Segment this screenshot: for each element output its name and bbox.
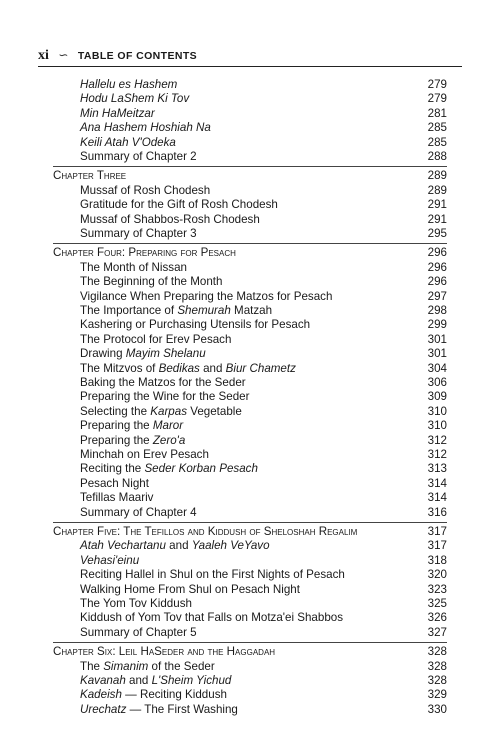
entry-title — [53, 390, 250, 404]
title-segment: Chapter Four: Preparing for Pesach — [53, 246, 236, 260]
toc-entry-row — [53, 376, 447, 390]
entry-title — [53, 333, 231, 347]
toc-entry-row — [53, 462, 447, 476]
title-segment: Karpas — [150, 404, 187, 418]
page-number: xi — [38, 48, 49, 63]
page-ref: 327 — [427, 625, 447, 639]
title-segment: Seder Korban Pesach — [144, 462, 258, 476]
entry-title — [53, 198, 278, 212]
page-ref: 326 — [427, 611, 447, 625]
chapter-title — [53, 246, 236, 260]
title-segment: Urechatz — [80, 702, 127, 716]
entry-title — [53, 107, 155, 121]
entry-title — [53, 583, 300, 597]
toc-entry-row — [53, 290, 447, 304]
entry-title — [53, 261, 187, 275]
page-ref: 310 — [427, 419, 447, 433]
entry-title — [53, 674, 231, 688]
title-segment: Hallelu es Hashem — [80, 78, 178, 91]
title-segment: Yaaleh VeYavo — [191, 539, 270, 553]
page-ref: 330 — [427, 702, 447, 716]
page-ref: 291 — [427, 212, 447, 226]
title-segment: Biur Chametz — [225, 361, 296, 375]
title-segment: of the Seder — [148, 659, 215, 673]
page-ref: 304 — [427, 361, 447, 375]
page-ref: 309 — [427, 390, 447, 404]
title-segment: Drawing — [80, 347, 126, 361]
title-segment: The Importance of — [80, 304, 178, 318]
page-ref: 301 — [427, 332, 447, 346]
title-segment: Bedikas — [158, 361, 200, 375]
page-ref: 279 — [427, 78, 447, 91]
title-segment: Summary of Chapter 4 — [80, 505, 197, 519]
title-segment: The Mitzvos of — [80, 361, 159, 375]
page-ref: 312 — [427, 447, 447, 461]
page-ref: 299 — [427, 318, 447, 332]
toc-entry-row — [53, 107, 447, 121]
title-segment: Hodu LaShem Ki Tov — [80, 92, 190, 106]
toc-entry-row — [53, 213, 447, 227]
title-segment: Minchah on Erev Pesach — [80, 447, 209, 461]
toc-entry-row — [53, 304, 447, 318]
title-segment: Simanim — [103, 659, 149, 673]
title-segment: Chapter Three — [53, 169, 127, 183]
page-ref: 288 — [427, 149, 447, 163]
toc-entry-row — [53, 136, 447, 150]
title-segment: Tefillas Maariv — [80, 491, 154, 505]
chapter-divider — [53, 243, 447, 244]
toc-entry-row — [53, 554, 447, 568]
title-segment: Matzah — [230, 304, 273, 318]
entry-title — [53, 688, 227, 702]
title-segment: Preparing the Wine for the Seder — [80, 390, 250, 404]
page-ref: 313 — [427, 462, 447, 476]
chapter-divider — [53, 166, 447, 167]
entry-title — [53, 318, 310, 332]
toc-entry-row — [53, 347, 447, 361]
entry-title — [53, 362, 296, 376]
title-segment: The Yom Tov Kiddush — [80, 596, 192, 610]
title-segment: Keili Atah V'Odeka — [80, 135, 176, 149]
title-segment: Shemurah — [177, 304, 231, 318]
toc-entry-row — [53, 78, 447, 92]
entry-title — [53, 213, 260, 227]
toc-chapter-row — [53, 169, 447, 183]
header-rule — [38, 66, 462, 67]
entry-title — [53, 121, 211, 135]
title-segment: Chapter Six: Leil HaSeder and the Haggadah — [53, 645, 276, 659]
toc-entry-row — [53, 568, 447, 582]
entry-title — [53, 611, 343, 625]
toc-entry-row — [53, 198, 447, 212]
page-ref: 296 — [427, 260, 447, 274]
toc-chapter-row — [53, 246, 447, 260]
toc-entry-row — [53, 434, 447, 448]
title-segment: Gratitude for the Gift of Rosh Chodesh — [80, 198, 278, 212]
entry-title — [53, 448, 209, 462]
running-title: TABLE OF CONTENTS — [77, 50, 198, 62]
page-ref: 323 — [427, 582, 447, 596]
toc-entry-row — [53, 597, 447, 611]
page-ref: 297 — [427, 289, 447, 303]
entry-title — [53, 419, 183, 433]
running-header — [38, 46, 470, 62]
page-ref: 281 — [427, 106, 447, 120]
title-segment: — Reciting Kiddush — [121, 688, 227, 702]
entry-title — [53, 92, 189, 106]
page-ref: 328 — [427, 645, 447, 659]
toc-entry-row — [53, 506, 447, 520]
title-segment: Maror — [152, 419, 184, 433]
toc-entry-row — [53, 150, 447, 164]
title-segment: Reciting the — [80, 462, 145, 476]
page-ref: 298 — [427, 304, 447, 318]
title-segment: and — [125, 674, 152, 687]
title-segment: The Beginning of the Month — [80, 275, 223, 289]
toc-entry-row — [53, 275, 447, 289]
entry-title — [53, 506, 197, 520]
entry-title — [53, 660, 215, 674]
title-segment: Kashering or Purchasing Utensils for Pesach — [80, 318, 311, 332]
title-segment: Min HaMeitzar — [80, 106, 155, 120]
title-segment: Mussaf of Rosh Chodesh — [80, 183, 211, 197]
page-ref: 314 — [427, 476, 447, 490]
page-ref: 312 — [427, 433, 447, 447]
page-ref: 296 — [427, 275, 447, 289]
toc-entry-row — [53, 491, 447, 505]
title-segment: Zero'a — [152, 433, 186, 447]
toc-entry-row — [53, 611, 447, 625]
entry-title — [53, 477, 149, 491]
page-ref: 289 — [427, 169, 447, 183]
page-ref: 289 — [427, 183, 447, 197]
toc-entry-row — [53, 448, 447, 462]
title-segment: — The First Washing — [126, 702, 238, 716]
title-segment: Vigilance When Preparing the Matzos for Pesach — [80, 289, 333, 303]
toc-entry-row — [53, 539, 447, 553]
page-ref: 316 — [427, 505, 447, 519]
toc-chapter-row — [53, 645, 447, 659]
title-segment: Ana Hashem Hoshiah Na — [80, 121, 211, 135]
entry-title — [53, 626, 197, 640]
entry-title — [53, 462, 258, 476]
toc-entry-row — [53, 688, 447, 702]
toc-entry-row — [53, 362, 447, 376]
entry-title — [53, 275, 222, 289]
page-ref: 291 — [427, 198, 447, 212]
title-segment: Kiddush of Yom Tov that Falls on Motza'ei Shabbos — [80, 611, 344, 625]
toc-entry-row — [53, 121, 447, 135]
title-segment: and — [199, 361, 226, 375]
entry-title — [53, 290, 332, 304]
toc-entry-row — [53, 261, 447, 275]
page-ref: 320 — [427, 568, 447, 582]
toc-entry-row — [53, 390, 447, 404]
title-segment: The Protocol for Erev Pesach — [80, 332, 232, 346]
title-segment: and — [165, 539, 192, 553]
toc-entry-row — [53, 333, 447, 347]
title-segment: Chapter Five: The Tefillos and Kiddush of Sheloshah Regalim — [53, 525, 358, 538]
title-segment: Pesach Night — [80, 476, 149, 490]
title-segment: The — [80, 659, 104, 673]
chapter-title — [53, 645, 275, 659]
title-segment: Kavanah — [80, 674, 126, 687]
entry-title — [53, 347, 206, 361]
title-segment: Atah Vechartanu — [80, 539, 166, 553]
title-segment: Summary of Chapter 3 — [80, 227, 197, 240]
toc-entry-row — [53, 184, 447, 198]
page-ref: 329 — [427, 688, 447, 702]
title-segment: Vegetable — [187, 404, 242, 418]
toc-entry-row — [53, 477, 447, 491]
chapter-title — [53, 525, 357, 539]
entry-title — [53, 703, 238, 717]
entry-title — [53, 434, 185, 448]
title-segment: Mussaf of Shabbos-Rosh Chodesh — [80, 212, 260, 226]
toc-entry-row — [53, 405, 447, 419]
title-segment: Vehasi'einu — [80, 553, 140, 567]
entry-title — [53, 405, 242, 419]
page-ref: 285 — [427, 121, 447, 135]
entry-title — [53, 184, 210, 198]
title-segment: Kadeish — [80, 688, 122, 702]
title-segment: Reciting Hallel in Shul on the First Nights of Pesach — [80, 568, 345, 582]
page-ref: 310 — [427, 404, 447, 418]
page-ref: 296 — [427, 246, 447, 260]
entry-title — [53, 568, 345, 582]
title-segment: Baking the Matzos for the Seder — [80, 376, 246, 389]
title-segment: Mayim Shelanu — [125, 347, 206, 361]
entry-title — [53, 136, 176, 150]
entry-title — [53, 150, 197, 164]
title-segment: Summary of Chapter 5 — [80, 625, 197, 639]
page-ref: 325 — [427, 596, 447, 610]
page-ref: 328 — [427, 674, 447, 687]
toc-entry-row — [53, 703, 447, 717]
entry-title — [53, 597, 192, 611]
toc-entry-row — [53, 92, 447, 106]
page-ref: 301 — [427, 347, 447, 361]
entry-title — [53, 376, 246, 390]
page-ref: 306 — [427, 376, 447, 389]
toc-entry-row — [53, 318, 447, 332]
table-of-contents — [53, 78, 447, 717]
entry-title — [53, 227, 197, 241]
page-ref: 317 — [427, 525, 447, 538]
title-segment: Preparing the — [80, 419, 153, 433]
page-ref: 314 — [427, 491, 447, 505]
toc-entry-row — [53, 419, 447, 433]
entry-title — [53, 539, 270, 553]
title-segment: The Month of Nissan — [80, 260, 187, 274]
ornament-icon: ∽ — [58, 48, 69, 62]
page-ref: 317 — [427, 539, 447, 553]
title-segment: Selecting the — [80, 404, 151, 418]
page-ref: 279 — [427, 92, 447, 106]
page-ref: 328 — [427, 659, 447, 673]
entry-title — [53, 304, 272, 318]
chapter-title — [53, 169, 126, 183]
title-segment: Walking Home From Shul on Pesach Night — [80, 582, 300, 596]
title-segment: Summary of Chapter 2 — [80, 149, 197, 163]
page-ref: 295 — [427, 227, 447, 240]
toc-entry-row — [53, 583, 447, 597]
chapter-divider — [53, 522, 447, 523]
toc-entry-row — [53, 227, 447, 241]
page-ref: 285 — [427, 135, 447, 149]
entry-title — [53, 78, 177, 92]
entry-title — [53, 554, 139, 568]
entry-title — [53, 491, 153, 505]
title-segment: Preparing the — [80, 433, 153, 447]
toc-chapter-row — [53, 525, 447, 539]
chapter-divider — [53, 642, 447, 643]
title-segment: L'Sheim Yichud — [151, 674, 232, 687]
page-ref: 318 — [427, 553, 447, 567]
toc-entry-row — [53, 626, 447, 640]
toc-entry-row — [53, 674, 447, 688]
toc-entry-row — [53, 660, 447, 674]
